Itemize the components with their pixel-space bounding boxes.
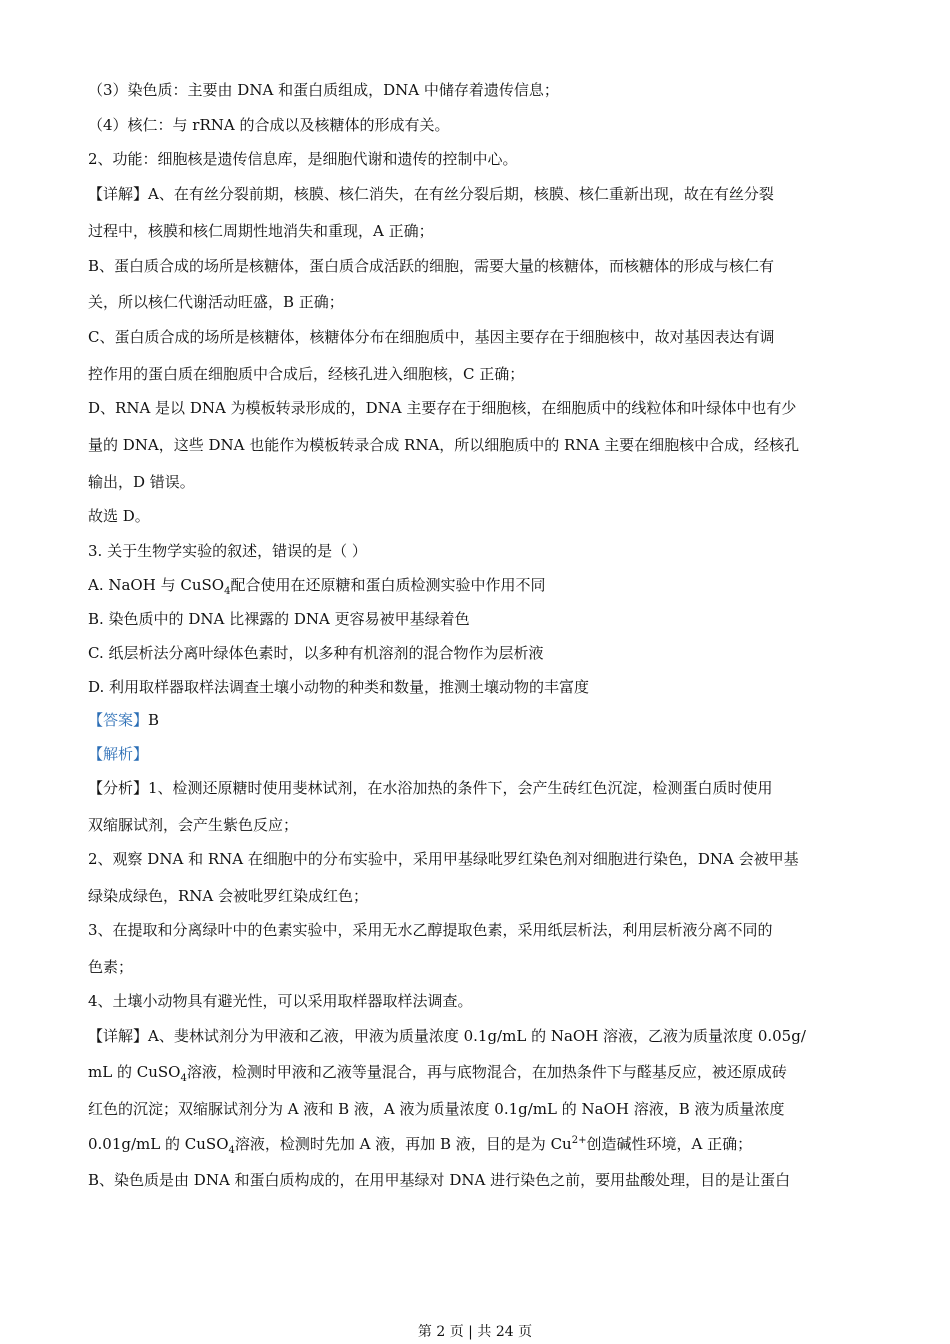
text-line: 双缩脲试剂，会产生紫色反应； (88, 816, 299, 834)
text-line: B、染色质是由 DNA 和蛋白质构成的，在用甲基绿对 DNA 进行染色之前，要用盐酸处理，目的是让蛋白 (88, 1171, 791, 1189)
text-line: mL 的 CuSO$_4$溶液，检测时甲液和乙液等量混合，再与底物混合，在加热条件下与醛基反应，被还原成砖 (88, 1063, 787, 1082)
option-d: D. 利用取样器取样法调查土壤小动物的种类和数量，推测土壤动物的丰富度 (88, 678, 590, 696)
text-line: 【详解】A、斐林试剂分为甲液和乙液，甲液为质量浓度 0.1g/mL 的 NaOH 溶液，乙液为质量浓度 0.05g/ (88, 1027, 806, 1045)
text-line: 2、观察 DNA 和 RNA 在细胞中的分布实验中，采用甲基绿吡罗红染色剂对细胞进行染色，DNA 会被甲基 (88, 850, 799, 868)
page-footer: 第 2 页 | 共 24 页 (417, 1324, 533, 1340)
analysis-tag: 【解析】 (88, 745, 149, 763)
text-line: 控作用的蛋白质在细胞质中合成后，经核孔进入细胞核，C 正确； (88, 365, 525, 383)
text-line: 输出，D 错误。 (88, 473, 195, 491)
answer-line (88, 710, 868, 730)
text-line: 【详解】A、在有丝分裂前期，核膜、核仁消失，在有丝分裂后期，核膜、核仁重新出现，故在有丝分裂 (88, 185, 774, 203)
total-pages: 24 (495, 1324, 514, 1340)
text-line: 3、在提取和分离绿叶中的色素实验中，采用无水乙醇提取色素，采用纸层析法，利用层析液分离不同的 (88, 921, 773, 939)
question-stem: 3. 关于生物学实验的叙述，错误的是（ ） (88, 542, 367, 560)
text-line: （4）核仁：与 rRNA 的合成以及核糖体的形成有关。 (88, 116, 450, 134)
text-line: 0.01g/mL 的 CuSO$_4$溶液，检测时先加 A 液，再加 B 液，目的是为 $Cu^{2+}$创造碱性环境，A 正确； (88, 1135, 753, 1154)
text-line: 故选 D。 (88, 507, 150, 525)
option-b: B. 染色质中的 DNA 比裸露的 DNA 更容易被甲基绿着色 (88, 610, 470, 628)
text-line: 2、功能：细胞核是遗传信息库，是细胞代谢和遗传的控制中心。 (88, 150, 518, 168)
text-line: 过程中，核膜和核仁周期性地消失和重现，A 正确； (88, 222, 434, 240)
text-line: 【分析】1、检测还原糖时使用斐林试剂，在水浴加热的条件下，会产生砖红色沉淀，检测蛋白质时使用 (88, 779, 773, 797)
text-line: D、RNA 是以 DNA 为模板转录形成的，DNA 主要存在于细胞核，在细胞质中的线粒体和叶绿体中也有少 (88, 399, 797, 417)
text-line: 绿染成绿色，RNA 会被吡罗红染成红色； (88, 887, 369, 905)
answer-tag: 【答案】 (88, 711, 149, 729)
option-c: C. 纸层析法分离叶绿体色素时，以多种有机溶剂的混合物作为层析液 (88, 644, 544, 662)
text-line: B、蛋白质合成的场所是核糖体，蛋白质合成活跃的细胞，需要大量的核糖体，而核糖体的形成与核仁有 (88, 257, 775, 275)
text-line: C、蛋白质合成的场所是核糖体，核糖体分布在细胞质中，基因主要存在于细胞核中，故对基因表达有调 (88, 328, 775, 346)
page-number: 2 (436, 1324, 446, 1340)
option-a: A. NaOH 与 CuSO$_4$配合使用在还原糖和蛋白质检测实验中作用不同 (88, 576, 546, 595)
answer-value: B (148, 711, 160, 729)
text-line: 色素； (88, 958, 134, 976)
text-line: 量的 DNA，这些 DNA 也能作为模板转录合成 RNA，所以细胞质中的 RNA 主要在细胞核中合成，经核孔 (88, 436, 800, 454)
text-line: 4、土壤小动物具有避光性，可以采用取样器取样法调查。 (88, 992, 473, 1010)
text-line: 红色的沉淀；双缩脲试剂分为 A 液和 B 液，A 液为质量浓度 0.1g/mL 的 NaOH 溶液，B 液为质量浓度 (88, 1100, 785, 1118)
text-line: 关，所以核仁代谢活动旺盛，B 正确； (88, 293, 344, 311)
text-line: （3）染色质：主要由 DNA 和蛋白质组成，DNA 中储存着遗传信息； (88, 81, 559, 99)
